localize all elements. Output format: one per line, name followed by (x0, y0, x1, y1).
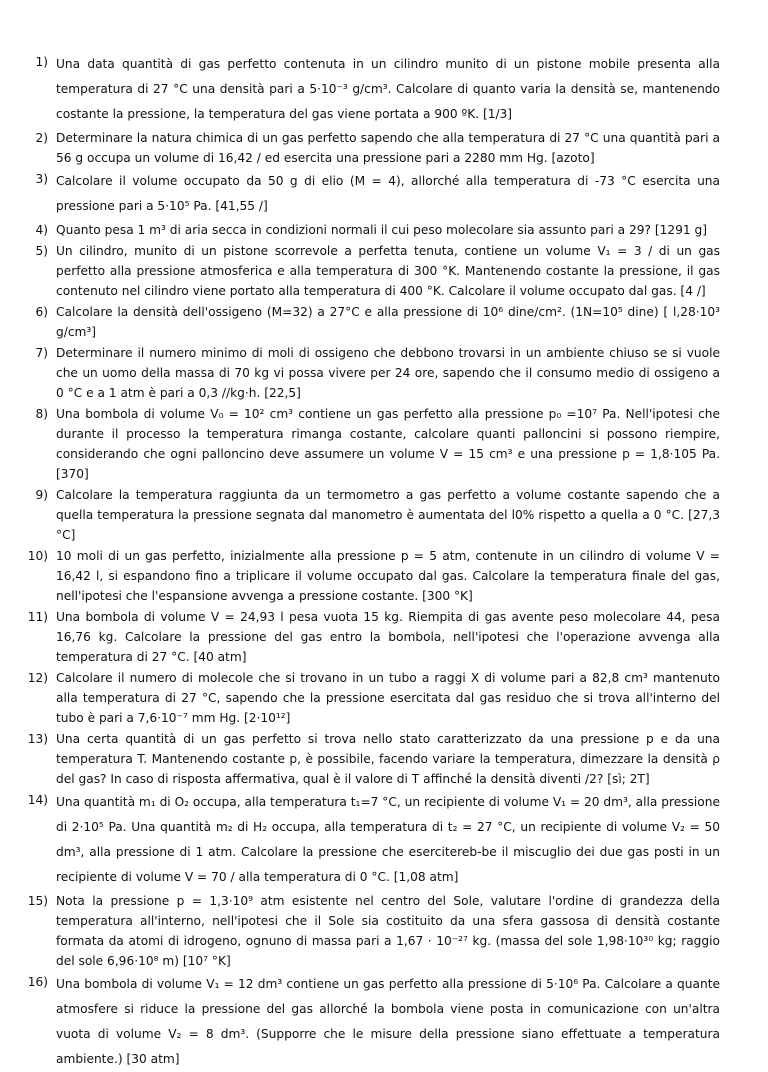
problem-text: Una data quantità di gas perfetto contenuta in un cilindro munito di un pistone mobile presenta alla temperatura di 27 °C una densità pari a 5·10⁻³ g/cm³. Calcolare di quanto varia la densità se, mantenendo costante la pressione, la temperatura del gas viene portata a 900 ºK. [1/3] (56, 57, 720, 121)
problem-text: 10 moli di un gas perfetto, inizialmente alla pressione p = 5 atm, contenute in un cilindro di volume V = 16,42 l, si espandono fino a triplicare il volume occupato dal gas. Calcolare la temperatura finale del gas, nell'ipotesi che l'espansione avvenga a pressione costante. [300 °K] (56, 549, 720, 603)
problem-number: 7) (35, 346, 48, 360)
problem-number: 16) (27, 975, 48, 989)
problem-text: Una bombola di volume V = 24,93 l pesa vuota 15 kg. Riempita di gas avente peso molecolare 44, pesa 16,76 kg. Calcolare la pressione del gas entro la bombola, nell'ipotesi che l'operazione avvenga alla temperatura di 27 °C. [40 atm] (56, 610, 720, 664)
problem-text: Calcolare la densità dell'ossigeno (M=32) a 27°C e alla pressione di 10⁶ dine/cm². (1N=10⁵ dine) [ l,28·10³ g/cm³] (56, 305, 720, 339)
problem-text: Determinare la natura chimica di un gas perfetto sapendo che alla temperatura di 27 °C una quantità pari a 56 g occupa un volume di 16,42 / ed esercita una pressione pari a 2280 mm Hg. [azoto] (56, 131, 720, 165)
problem-12 (16, 668, 720, 728)
problem-text: Calcolare la temperatura raggiunta da un termometro a gas perfetto a volume costante sapendo che a quella temperatura la pressione segnata dal manometro è aumentata del l0% rispetto a quella a 0 °C. [27,3 °C] (56, 488, 720, 542)
problem-number: 3) (35, 172, 48, 186)
problem-5 (16, 241, 720, 301)
problem-6 (16, 302, 720, 342)
problem-2 (16, 128, 720, 168)
problem-number: 15) (27, 894, 48, 908)
problem-text: Calcolare il volume occupato da 50 g di elio (M = 4), allorché alla temperatura di -73 °C esercita una pressione pari a 5·10⁵ Pa. [41,55 /] (56, 174, 720, 213)
problem-text: Una bombola di volume V₁ = 12 dm³ contiene un gas perfetto alla pressione di 5·10⁶ Pa. Calcolare a quante atmosfere si riduce la pressione del gas allorché la bombola viene posta in comunicazione con un'altra vuota di volume V₂ = 8 dm³. (Supporre che le misure della pressione siano effettuate a temperatura ambiente.) [30 atm] (56, 977, 720, 1066)
problem-number: 12) (27, 671, 48, 685)
problem-1 (16, 52, 720, 127)
problem-number: 11) (27, 610, 48, 624)
problem-15 (16, 891, 720, 971)
problem-text: Calcolare il numero di molecole che si trovano in un tubo a raggi X di volume pari a 82,8 cm³ mantenuto alla temperatura di 27 °C, sapendo che la pressione esercitata dal gas residuo che si trova all'interno del tubo è pari a 7,6·10⁻⁷ mm Hg. [2·10¹²] (56, 671, 720, 725)
problem-text: Nota la pressione p = 1,3·10⁹ atm esistente nel centro del Sole, valutare l'ordine di grandezza della temperatura all'interno, nell'ipotesi che il Sole sia costituito da una sfera gassosa di densità costante formata da atomi di idrogeno, ognuno di massa pari a 1,67 · 10⁻²⁷ kg. (massa del sole 1,98·10³⁰ kg; raggio del sole 6,96·10⁸ m) [10⁷ °K] (56, 894, 720, 968)
problem-number: 13) (27, 732, 48, 746)
problem-16 (16, 972, 720, 1072)
problem-4 (16, 220, 720, 240)
problem-number: 8) (35, 407, 48, 421)
problem-11 (16, 607, 720, 667)
problem-text: Una certa quantità di un gas perfetto si trova nello stato caratterizzato da una pressione p e da una temperatura T. Mantenendo costante p, è possibile, facendo variare la temperatura, dimezzare la densità ρ del gas? In caso di risposta affermativa, qual è il valore di T affinché la densità diventi /2? [sì; 2T] (56, 732, 720, 786)
problem-text: Una quantità m₁ di O₂ occupa, alla temperatura t₁=7 °C, un recipiente di volume V₁ = 20 dm³, alla pressione di 2·10⁵ Pa. Una quantità m₂ di H₂ occupa, alla temperatura di t₂ = 27 °C, un recipiente di volume V₂ = 50 dm³, alla pressione di 1 atm. Calcolare la pressione che esercitereb-be il miscuglio dei due gas posti in un recipiente di volume V = 70 / alla temperatura di 0 °C. [1,08 atm] (56, 795, 720, 884)
problem-number: 9) (35, 488, 48, 502)
problem-number: 10) (27, 549, 48, 563)
problem-text: Un cilindro, munito di un pistone scorrevole a perfetta tenuta, contiene un volume V₁ = 3 / di un gas perfetto alla pressione atmosferica e alla temperatura di 300 °K. Mantenendo costante la pressione, il gas contenuto nel cilindro viene portato alla temperatura di 400 °K. Calcolare il volume occupato dal gas. [4 /] (56, 244, 720, 298)
problem-3 (16, 169, 720, 219)
problem-number: 5) (35, 244, 48, 258)
problem-14 (16, 790, 720, 890)
problem-number: 14) (27, 793, 48, 807)
problem-9 (16, 485, 720, 545)
problem-13 (16, 729, 720, 789)
problem-text: Quanto pesa 1 m³ di aria secca in condizioni normali il cui peso molecolare sia assunto pari a 29? [1291 g] (56, 223, 707, 237)
problem-number: 1) (35, 55, 48, 69)
problem-7 (16, 343, 720, 403)
problem-text: Una bombola di volume V₀ = 10² cm³ contiene un gas perfetto alla pressione p₀ =10⁷ Pa. Nell'ipotesi che durante il processo la temperatura rimanga costante, calcolare quanti palloncini si possono riempire, considerando che ogni palloncino deve assumere un volume V = 15 cm³ e una pressione p = 1,8·105 Pa. [370] (56, 407, 720, 481)
problem-number: 4) (35, 223, 48, 237)
problem-list (16, 52, 720, 1072)
problem-text: Determinare il numero minimo di moli di ossigeno che debbono trovarsi in un ambiente chiuso se si vuole che un uomo della massa di 70 kg vi possa vivere per 24 ore, sapendo che il consumo medio di ossigeno a 0 °C e a 1 atm è pari a 0,3 //kg·h. [22,5] (56, 346, 720, 400)
problem-8 (16, 404, 720, 484)
problem-number: 6) (35, 305, 48, 319)
problem-number: 2) (35, 131, 48, 145)
problem-10 (16, 546, 720, 606)
